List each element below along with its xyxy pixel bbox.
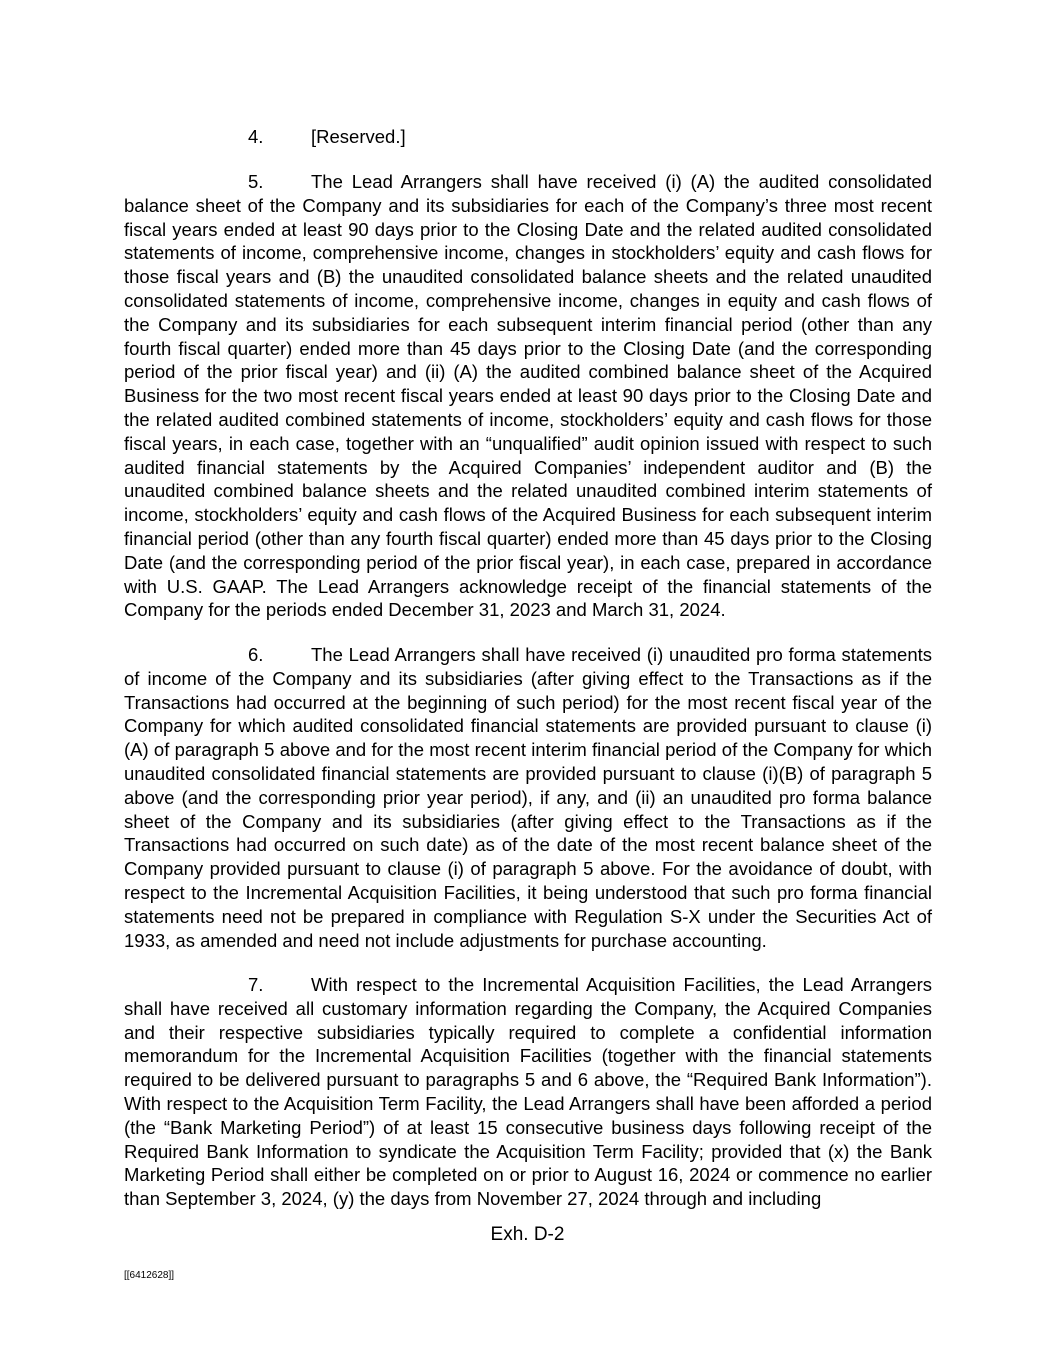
- paragraph-5-number: 5.: [248, 171, 264, 192]
- paragraph-4-text: [Reserved.]: [311, 126, 406, 147]
- paragraph-7: [124, 973, 932, 1211]
- paragraph-5-text: The Lead Arrangers shall have received (i) (A) the audited consolidated balance sheet of the Company and its subsidiaries for each of the Company’s three most recent fiscal years ended at least 90 days prior to the Closing Date and the related audited consolidated statements of income, comprehensive income, changes in stockholders’ equity and cash flows for those fiscal years and (B) the unaudited consolidated balance sheets and the related unaudited consolidated statements of income, comprehensive income, changes in equity and cash flows of the Company and its subsidiaries for each subsequent interim financial period (other than any fourth fiscal quarter) ended more than 45 days prior to the Closing Date (and the corresponding period of the prior fiscal year) and (ii) (A) the audited combined balance sheet of the Acquired Business for the two most recent fiscal years ended at least 90 days prior to the Closing Date and the related audited combined statements of income, stockholders’ equity and cash flows for those fiscal years, in each case, together with an “unqualified” audit opinion issued with respect to such audited financial statements by the Acquired Companies’ independent auditor and (B) the unaudited combined balance sheets and the related unaudited combined interim statements of income, stockholders’ equity and cash flows of the Acquired Business for each subsequent interim financial period (other than any fourth fiscal quarter) ended more than 45 days prior to the Closing Date (and the corresponding period of the prior fiscal year), in each case, prepared in accordance with U.S. GAAP. The Lead Arrangers acknowledge receipt of the financial statements of the Company for the periods ended December 31, 2023 and March 31, 2024.: [124, 171, 932, 621]
- document-id: [[6412628]]: [124, 1270, 175, 1281]
- paragraph-4-number: 4.: [248, 126, 264, 147]
- page-footer: Exh. D-2: [490, 1224, 565, 1245]
- paragraph-5: [124, 170, 932, 622]
- paragraph-6: [124, 643, 932, 952]
- paragraph-6-text: The Lead Arrangers shall have received (i) unaudited pro forma statements of income of the Company and its subsidiaries (after giving effect to the Transactions as if the Transactions had occurred at the beginning of such period) for the most recent fiscal year of the Company for which audited consolidated financial statements are provided pursuant to clause (i)(A) of paragraph 5 above and for the most recent interim financial period of the Company for which unaudited consolidated financial statements are provided pursuant to clause (i)(B) of paragraph 5 above (and the corresponding prior year period), if any, and (ii) an unaudited pro forma balance sheet of the Company and its subsidiaries (after giving effect to the Transactions as if the Transactions had occurred on such date) as of the date of the most recent balance sheet of the Company provided pursuant to clause (i) of paragraph 5 above. For the avoidance of doubt, with respect to the Incremental Acquisition Facilities, it being understood that such pro forma financial statements need not be prepared in compliance with Regulation S-X under the Securities Act of 1933, as amended and need not include adjustments for purchase accounting.: [124, 644, 932, 951]
- paragraph-4: [124, 125, 932, 149]
- paragraph-7-number: 7.: [248, 974, 264, 995]
- paragraph-6-number: 6.: [248, 644, 264, 665]
- paragraph-7-text: With respect to the Incremental Acquisition Facilities, the Lead Arrangers shall have received all customary information regarding the Company, the Acquired Companies and their respective subsidiaries typically required to complete a confidential information memorandum for the Incremental Acquisition Facilities (together with the financial statements required to be delivered pursuant to paragraphs 5 and 6 above, the “Required Bank Information”). With respect to the Acquisition Term Facility, the Lead Arrangers shall have been afforded a period (the “Bank Marketing Period”) of at least 15 consecutive business days following receipt of the Required Bank Information to syndicate the Acquisition Term Facility; provided that (x) the Bank Marketing Period shall either be completed on or prior to August 16, 2024 or commence no earlier than September 3, 2024, (y) the days from November 27, 2024 through and including: [124, 974, 932, 1210]
